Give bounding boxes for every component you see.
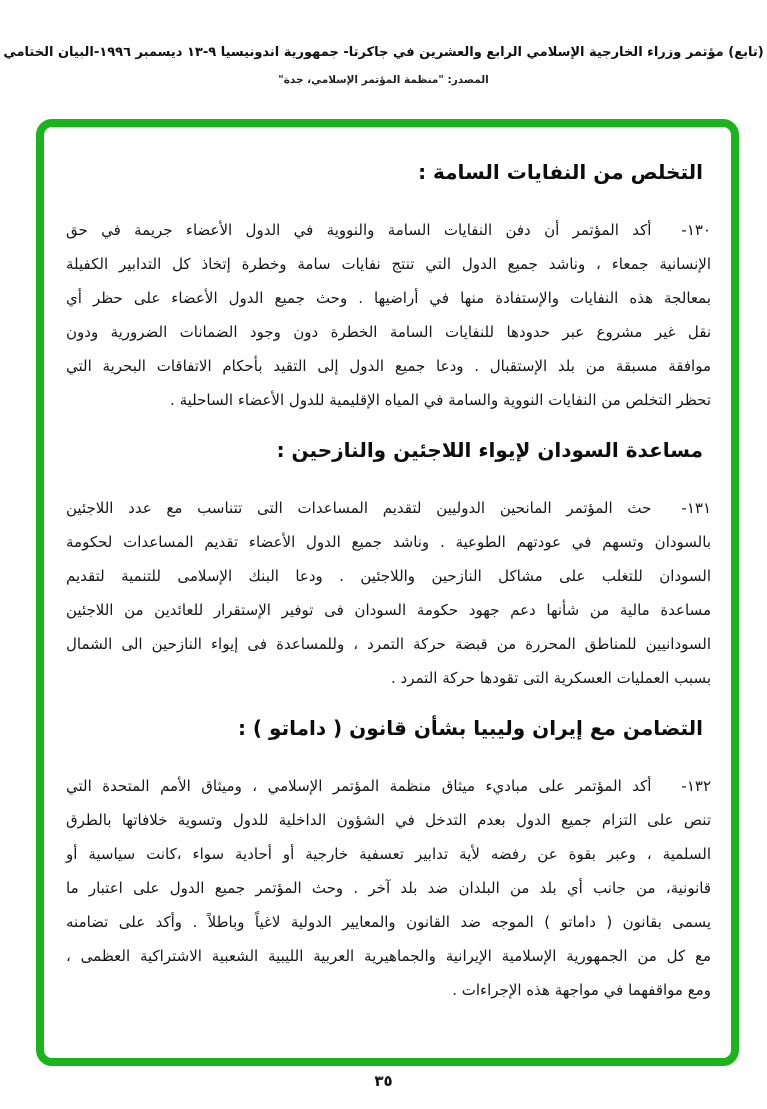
section-heading-0: التخلص من النفايات السامة : [418, 160, 703, 184]
section-heading-2: التضامن مع إيران وليبيا بشأن قانون ( داماتو ) : [237, 716, 703, 740]
document-frame [36, 119, 739, 1066]
paragraph-line: نقل غير مشروع عبر حدودها للنفايات السامة الخطرة دون وجود الضمانات الضرورية ودون [66, 323, 711, 341]
paragraph-line: مع كل من الجمهورية الإسلامية الإيرانية والجماهيرية العربية الليبية الشعبية الاشتراكية العظمى ، [66, 947, 711, 965]
paragraph-line: بالسودان وتسهم في عودتهم الطوعية . وناشد جميع الدول الأعضاء تقديم المساعدات لحكومة [66, 533, 711, 551]
paragraph-line: السودانيين للمناطق المحررة من قبضة حركة التمرد ، وللمساعدة فى إيواء النازحين الى الشمال [66, 635, 711, 653]
paragraph-line-text: أكد المؤتمر على مباديء ميثاق منظمة المؤتمر الإسلامي ، وميثاق الأمم المتحدة التي [66, 777, 652, 795]
item-number: ١٣٠- [681, 221, 711, 239]
item-number: ١٣١- [681, 499, 711, 517]
paragraph-line: تحظر التخلص من النفايات النووية والسامة في المياه الإقليمية للدول الأعضاء الساحلية . [170, 391, 711, 409]
section-heading-1: مساعدة السودان لإيواء اللاجئين والنازحين : [276, 438, 703, 462]
paragraph-line-text: حث المؤتمر المانحين الدوليين لتقديم المساعدات التى تتناسب مع عدد اللاجئين [66, 499, 652, 517]
paragraph-line [66, 769, 711, 803]
header-title: (تابع) مؤتمر وزراء الخارجية الإسلامي الرابع والعشرين في جاكرتا- جمهورية اندونيسيا ٩-١٣ ديسمبر ١٩٩٦-البيان الختامي [3, 45, 764, 60]
paragraph-line: ومع مواقفهما في مواجهة هذه الإجراءات . [452, 981, 711, 999]
paragraph-line: تنص على التزام جميع الدول بعدم التدخل في الشؤون الداخلية للدول وتسوية خلافاتها بالطرق [66, 811, 711, 829]
paragraph-line [66, 491, 711, 525]
page-header [0, 42, 767, 86]
paragraph-line: بمعالجة هذه النفايات والإستفادة منها في أراضيها . وحث جميع الدول الأعضاء على حظر أي [66, 289, 711, 307]
paragraph-line [66, 213, 711, 247]
paragraph-line: بسبب العمليات العسكرية التى تقودها حركة التمرد . [391, 669, 711, 687]
paragraph-line: موافقة مسبقة من بلد الإستقبال . ودعا جميع الدول إلى التقيد بأحكام الاتفاقات البحرية التي [66, 357, 711, 375]
header-source: المصدر: "منظمة المؤتمر الإسلامي، جدة" [278, 74, 489, 86]
sections [44, 127, 731, 1007]
paragraph-line: مساعدة مالية من شأنها دعم جهود حكومة السودان فى توفير الإستقرار للعائدين من اللاجئين [66, 601, 711, 619]
page-number: ٣٥ [374, 1072, 393, 1090]
paragraph-0 [66, 213, 711, 417]
paragraph-1 [66, 491, 711, 695]
paragraph-line: يسمى بقانون ( داماتو ) الموجه ضد القانون والمعايير الدولية لاغياً وباطلاً . وأكد على تضامنه [66, 913, 711, 931]
item-number: ١٣٢- [681, 777, 711, 795]
paragraph-line: الإنسانية جمعاء ، وناشد جميع الدول التي تنتج نفايات سامة وخطرة إتخاذ كل التدابير الكفيلة [66, 255, 711, 273]
paragraph-line-text: أكد المؤتمر أن دفن النفايات السامة والنووية في الدول الأعضاء جريمة في حق [66, 221, 652, 239]
paragraph-line: السلمية ، وعبر بقوة عن رفضه لأية تدابير تعسفية خارجية أو أحادية سواء ،كانت سياسية أو [66, 845, 711, 863]
paragraph-line: قانونية، من جانب أي بلد من البلدان ضد بلد آخر . وحث المؤتمر جميع الدول على اعتبار ما [66, 879, 711, 897]
paragraph-line: السودان للتغلب على مشاكل النازحين واللاجئين . ودعا البنك الإسلامى للتنمية لتقديم [66, 567, 711, 585]
paragraph-2 [66, 769, 711, 1007]
